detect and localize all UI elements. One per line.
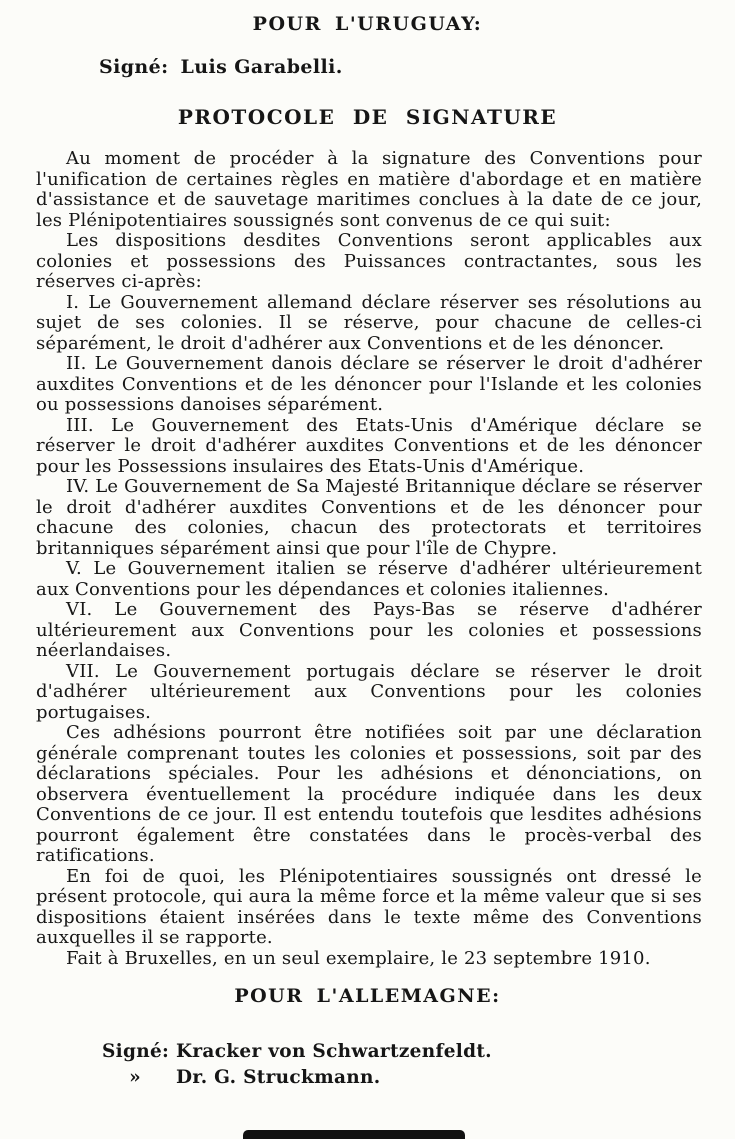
paragraph-article-3: III. Le Gouvernement des Etats-Unis d'Amérique déclare se réserver le droit d'adhérer auxdites Conventions et de les dénoncer pour les Possessions insulaires des Etats-Unis d'Amérique. [36, 414, 702, 477]
signature-name: Kracker von Schwartzenfeldt. [176, 1041, 492, 1062]
paragraph-adhesions: Ces adhésions pourront être notifiées soit par une déclaration générale comprenant toutes les colonies et possessions, soit par des déclarations spéciales. Pour les adhésions et dénonciations, on observera éventuellement la procédure indiquée dans les deux Conventions de ce jour. Il est entendu toutefois que lesdites adhésions pourront également être constatées dans le procès-verbal des ratifications. [36, 722, 702, 866]
paragraph-fait-a: Fait à Bruxelles, en un seul exemplaire, le 23 septembre 1910. [66, 947, 651, 969]
country-heading-uruguay: POUR L'URUGUAY: [252, 13, 483, 35]
country-heading-germany: POUR L'ALLEMAGNE: [234, 985, 501, 1007]
signature-prefix: Signé: [102, 1041, 170, 1062]
signature-line-uruguay [99, 56, 735, 78]
signature-name: Luis Garabelli. [180, 56, 343, 78]
signature-row [102, 1065, 735, 1091]
paragraph-preamble: Au moment de procéder à la signature des Conventions pour l'unification de certaines règles en matière d'abordage et en matière d'assistance et de sauvetage maritimes conclues à la date de ce jour, les Plénipotentiaires soussignés sont convenus de ce qui suit: [36, 148, 702, 231]
paragraph-article-6: VI. Le Gouvernement des Pays-Bas se réserve d'adhérer ultérieurement aux Conventions pour les colonies et possessions néerlandaises. [36, 599, 702, 661]
paragraph-dispositions: Les dispositions desdites Conventions seront applicables aux colonies et possessions des Puissances contractantes, sous les réserves ci-après: [36, 230, 702, 292]
signature-row [102, 1039, 735, 1065]
signature-prefix: Signé: [99, 56, 169, 78]
signature-name: Dr. G. Struckmann. [176, 1067, 381, 1088]
scan-artifact [243, 1130, 465, 1139]
document-title: PROTOCOLE DE SIGNATURE [177, 105, 558, 129]
paragraph-article-7: VII. Le Gouvernement portugais déclare se réserver le droit d'adhérer ultérieurement aux Conventions pour les colonies portugaises. [36, 660, 702, 723]
signature-block-germany [102, 1039, 735, 1091]
document-body [36, 149, 702, 969]
paragraph-article-2: II. Le Gouvernement danois déclare se réserver le droit d'adhérer auxdites Conventions et de les dénoncer pour l'Islande et les colonies ou possessions danoises séparément. [36, 353, 702, 415]
ditto-mark: » [129, 1067, 141, 1088]
paragraph-article-5: V. Le Gouvernement italien se réserve d'adhérer ultérieurement aux Conventions pour les dépendances et colonies italiennes. [36, 558, 702, 600]
paragraph-en-foi: En foi de quoi, les Plénipotentiaires soussignés ont dressé le présent protocole, qui aura la même force et la même valeur que si ses dispositions étaient insérées dans le texte même des Conventions auxquelles il se rapporte. [36, 865, 702, 948]
paragraph-article-4: IV. Le Gouvernement de Sa Majesté Britannique déclare se réserver le droit d'adhérer auxdites Conventions et de les dénoncer pour chacune des colonies, chacun des protectorats et territoires britanniques séparément ainsi que pour l'île de Chypre. [36, 476, 702, 559]
paragraph-article-1: I. Le Gouvernement allemand déclare réserver ses résolutions au sujet de ses colonies. Il se réserve, pour chacune de celles-ci séparément, le droit d'adhérer aux Conventions et de les dénoncer. [36, 291, 702, 354]
